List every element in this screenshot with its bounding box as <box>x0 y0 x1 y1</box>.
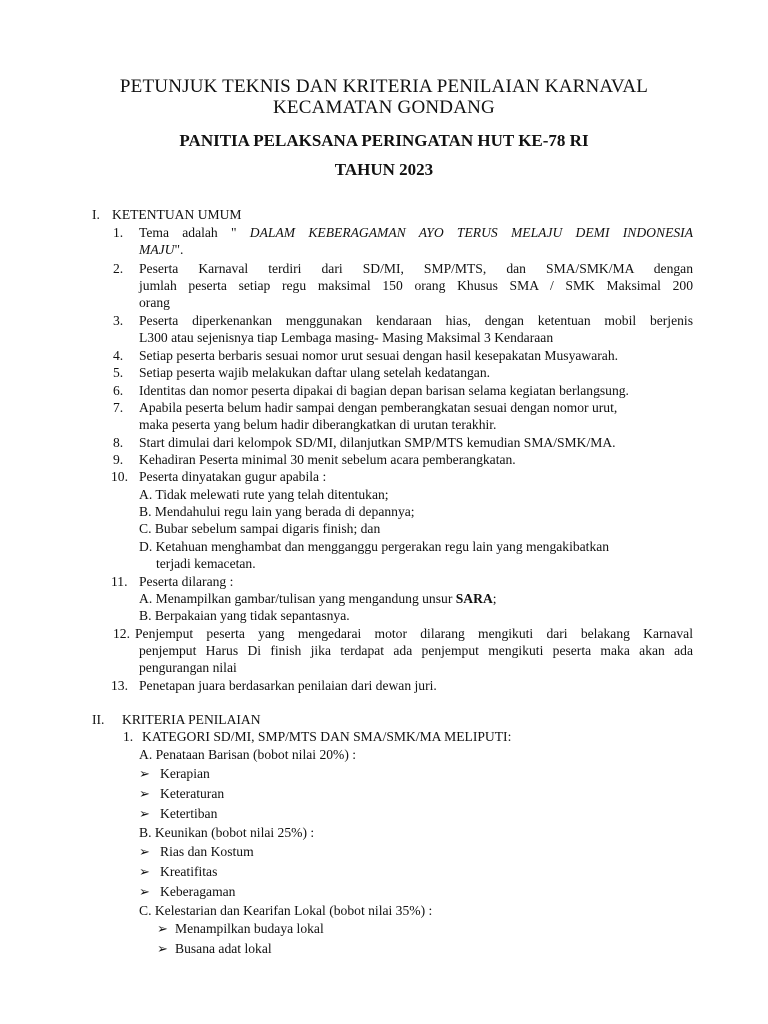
criteria-a-item2: Keteraturan <box>160 786 225 801</box>
criteria-c-item2: Busana adat lokal <box>175 941 272 956</box>
item10-sub-d-cont: terjadi kemacetan. <box>156 556 256 571</box>
item12-line2: penjemput Harus Di finish jika terdapat ada penjemput mengikuti peserta maka akan ada <box>139 643 693 658</box>
item9-number: 9. <box>113 452 124 467</box>
section2-sub-number: 1. <box>123 729 134 744</box>
item8-number: 8. <box>113 435 124 450</box>
item7-line2: maka peserta yang belum hadir diberangkatkan di urutan terakhir. <box>139 417 497 432</box>
item2-line3: orang <box>139 295 170 310</box>
criteria-a-item1: Kerapian <box>160 766 210 781</box>
committee-heading: PANITIA PELAKSANA PERINGATAN HUT KE-78 RI <box>179 131 589 150</box>
item11-text: Peserta dilarang : <box>139 574 234 589</box>
item6-text: Identitas dan nomor peserta dipakai di bagian depan barisan selama kegiatan berlangsung. <box>139 383 629 398</box>
item9-text: Kehadiran Peserta minimal 30 menit sebelum acara pemberangkatan. <box>139 452 516 467</box>
criteria-b-item2: Kreatifitas <box>160 864 218 879</box>
criteria-a-item3: Ketertiban <box>160 806 218 821</box>
section2-sub-heading: KATEGORI SD/MI, SMP/MTS DAN SMA/SMK/MA MELIPUTI: <box>142 729 512 744</box>
theme-text: DALAM KEBERAGAMAN AYO TERUS MELAJU DEMI INDONESIA <box>249 225 693 240</box>
item10-text: Peserta dinyatakan gugur apabila : <box>139 469 327 484</box>
item11-sub-a: A. Menampilkan gambar/tulisan yang mengandung unsur SARA; <box>139 591 497 606</box>
item8-text: Start dimulai dari kelompok SD/MI, dilanjutkan SMP/MTS kemudian SMA/SMK/MA. <box>139 435 616 450</box>
document-title-line2: KECAMATAN GONDANG <box>273 97 495 118</box>
item1-line2: MAJU". <box>139 242 184 257</box>
item10-number: 10. <box>111 469 128 484</box>
item1-line1: Tema adalah " DALAM KEBERAGAMAN AYO TERUS MELAJU DEMI INDONESIA <box>139 225 693 240</box>
arrow-bullet-icon: ➢ <box>157 921 168 936</box>
item5-text: Setiap peserta wajib melakukan daftar ulang setelah kedatangan. <box>139 365 491 380</box>
year-heading: TAHUN 2023 <box>334 160 434 179</box>
item10-sub-d: D. Ketahuan menghambat dan mengganggu pergerakan regu lain yang mengakibatkan <box>139 539 610 554</box>
item3-line2: L300 atau sejenisnya tiap Lembaga masing- Masing Maksimal 3 Kendaraan <box>139 330 554 345</box>
section1-numeral: I. <box>92 207 100 222</box>
criteria-group-b: B. Keunikan (bobot nilai 25%) : <box>139 825 315 840</box>
item12-line1: Penjemput peserta yang mengedarai motor dilarang mengikuti dari belakang Karnaval <box>135 626 693 641</box>
item12-number: 12. <box>113 626 130 641</box>
section2-numeral: II. <box>92 712 105 727</box>
criteria-c-item1: Menampilkan budaya lokal <box>175 921 324 936</box>
sara-emphasis: SARA <box>455 591 493 606</box>
item10-sub-c: C. Bubar sebelum sampai digaris finish; dan <box>139 521 381 536</box>
arrow-bullet-icon: ➢ <box>139 806 150 821</box>
arrow-bullet-icon: ➢ <box>139 884 150 899</box>
item6-number: 6. <box>113 383 124 398</box>
item12-line3: pengurangan nilai <box>139 660 237 675</box>
section2-heading: KRITERIA PENILAIAN <box>122 712 261 727</box>
section1-heading: KETENTUAN UMUM <box>112 207 242 222</box>
criteria-group-c: C. Kelestarian dan Kearifan Lokal (bobot nilai 35%) : <box>139 903 433 918</box>
document-title-line1: PETUNJUK TEKNIS DAN KRITERIA PENILAIAN KARNAVAL <box>119 76 649 97</box>
arrow-bullet-icon: ➢ <box>139 864 150 879</box>
arrow-bullet-icon: ➢ <box>157 941 168 956</box>
item2-line2: jumlah peserta setiap regu maksimal 150 orang Khusus SMA / SMK Maksimal 200 <box>139 278 693 293</box>
criteria-b-item3: Keberagaman <box>160 884 236 899</box>
item3-line1: Peserta diperkenankan menggunakan kendaraan hias, dengan ketentuan mobil berjenis <box>139 313 693 328</box>
criteria-b-item1: Rias dan Kostum <box>160 844 254 859</box>
item4-number: 4. <box>113 348 124 363</box>
item2-line1: Peserta Karnaval terdiri dari SD/MI, SMP/MTS, dan SMA/SMK/MA dengan <box>139 261 693 276</box>
item7-line1: Apabila peserta belum hadir sampai dengan pemberangkatan sesuai dengan nomor urut, <box>139 400 618 415</box>
item11-number: 11. <box>111 574 128 589</box>
item10-sub-a: A. Tidak melewati rute yang telah ditentukan; <box>139 487 389 502</box>
arrow-bullet-icon: ➢ <box>139 766 150 781</box>
item10-sub-b: B. Mendahului regu lain yang berada di depannya; <box>139 504 415 519</box>
item2-number: 2. <box>113 261 124 276</box>
arrow-bullet-icon: ➢ <box>139 786 150 801</box>
item1-number: 1. <box>113 225 124 240</box>
item11-sub-b: B. Berpakaian yang tidak sepantasnya. <box>139 608 350 623</box>
item13-number: 13. <box>111 678 128 693</box>
item5-number: 5. <box>113 365 124 380</box>
item13-text: Penetapan juara berdasarkan penilaian dari dewan juri. <box>139 678 437 693</box>
item4-text: Setiap peserta berbaris sesuai nomor urut sesuai dengan hasil kesepakatan Musyawarah. <box>139 348 619 363</box>
item3-number: 3. <box>113 313 124 328</box>
criteria-group-a: A. Penataan Barisan (bobot nilai 20%) : <box>139 747 357 762</box>
item7-number: 7. <box>113 400 124 415</box>
arrow-bullet-icon: ➢ <box>139 844 150 859</box>
